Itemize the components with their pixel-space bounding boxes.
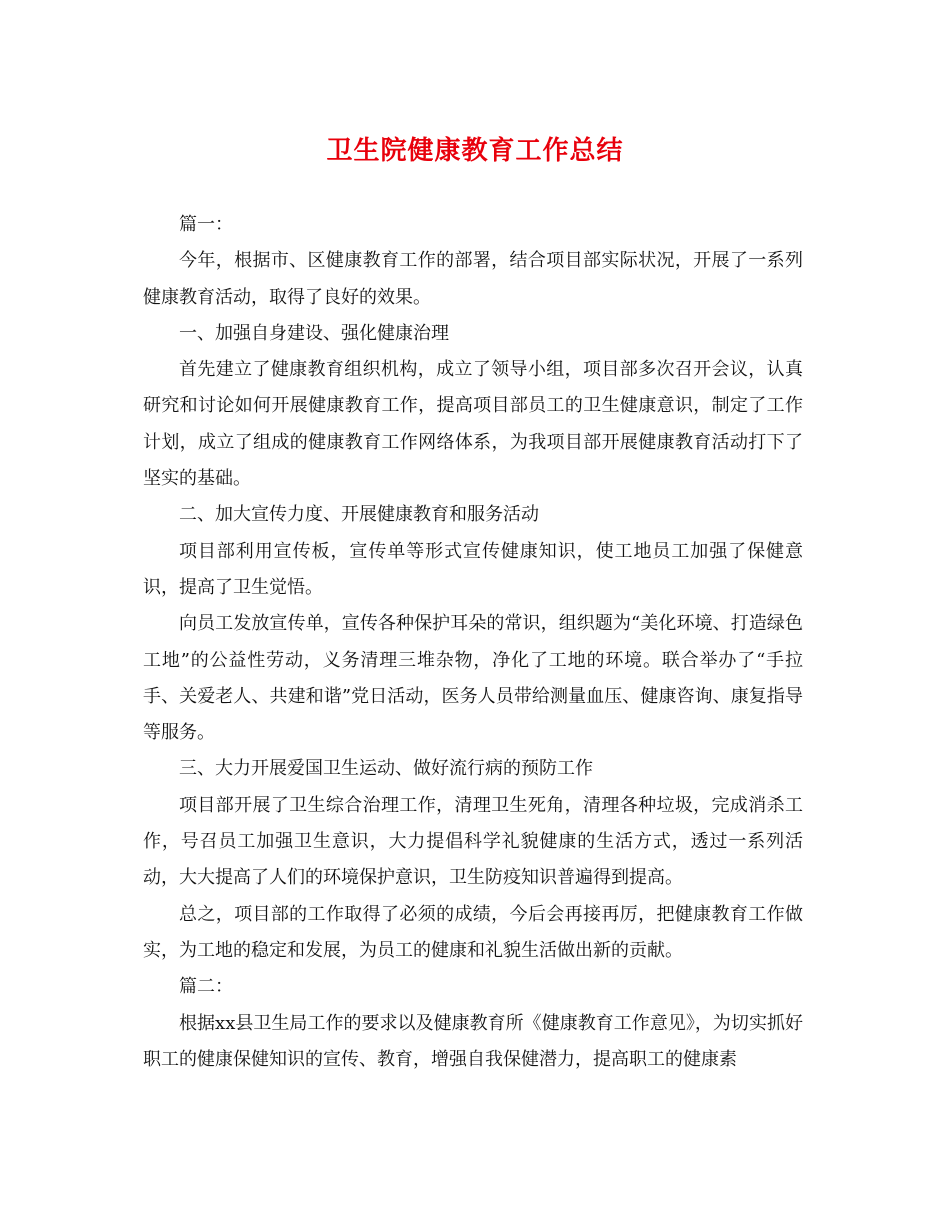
section-heading-part-one: 篇一：	[179, 214, 233, 235]
document-body	[143, 207, 803, 1078]
section-heading: 一、加强自身建设、强化健康治理	[179, 322, 449, 344]
section-heading-part-two: 篇二：	[179, 976, 233, 998]
paragraph: 项目部利用宣传板，宣传单等形式宣传健康知识，使工地员工加强了保健意识，提高了卫生觉悟。	[143, 540, 803, 598]
paragraph: 今年，根据市、区健康教育工作的部署，结合项目部实际状况，开展了一系列健康教育活动，取得了良好的效果。	[143, 250, 803, 308]
section-heading: 二、加大宣传力度、开展健康教育和服务活动	[179, 504, 539, 526]
paragraph: 总之，项目部的工作取得了必须的成绩，今后会再接再厉，把健康教育工作做实，为工地的稳定和发展，为员工的健康和礼貌生活做出新的贡献。	[143, 903, 803, 961]
paragraph: 根据xx县卫生局工作的要求以及健康教育所《健康教育工作意见》，为切实抓好职工的健康保健知识的宣传、教育，增强自我保健潜力，提高职工的健康素	[143, 1012, 803, 1070]
paragraph: 向员工发放宣传单，宣传各种保护耳朵的常识，组织题为“美化环境、打造绿色工地”的公益性劳动，义务清理三堆杂物，净化了工地的环境。联合举办了“手拉手、关爱老人、共建和谐”党日活动，医务人员带给测量血压、健康咨询、康复指导等服务。	[143, 613, 803, 744]
paragraph: 首先建立了健康教育组织机构，成立了领导小组，项目部多次召开会议，认真研究和讨论如何开展健康教育工作，提高项目部员工的卫生健康意识，制定了工作计划，成立了组成的健康教育工作网络体系，为我项目部开展健康教育活动打下了坚实的基础。	[143, 359, 803, 490]
document-title: 卫生院健康教育工作总结	[326, 136, 624, 166]
paragraph: 项目部开展了卫生综合治理工作，清理卫生死角，清理各种垃圾，完成消杀工作，号召员工加强卫生意识，大力提倡科学礼貌健康的生活方式，透过一系列活动，大大提高了人们的环境保护意识，卫生防疫知识普遍得到提高。	[143, 794, 803, 889]
section-heading: 三、大力开展爱国卫生运动、做好流行病的预防工作	[179, 758, 593, 780]
